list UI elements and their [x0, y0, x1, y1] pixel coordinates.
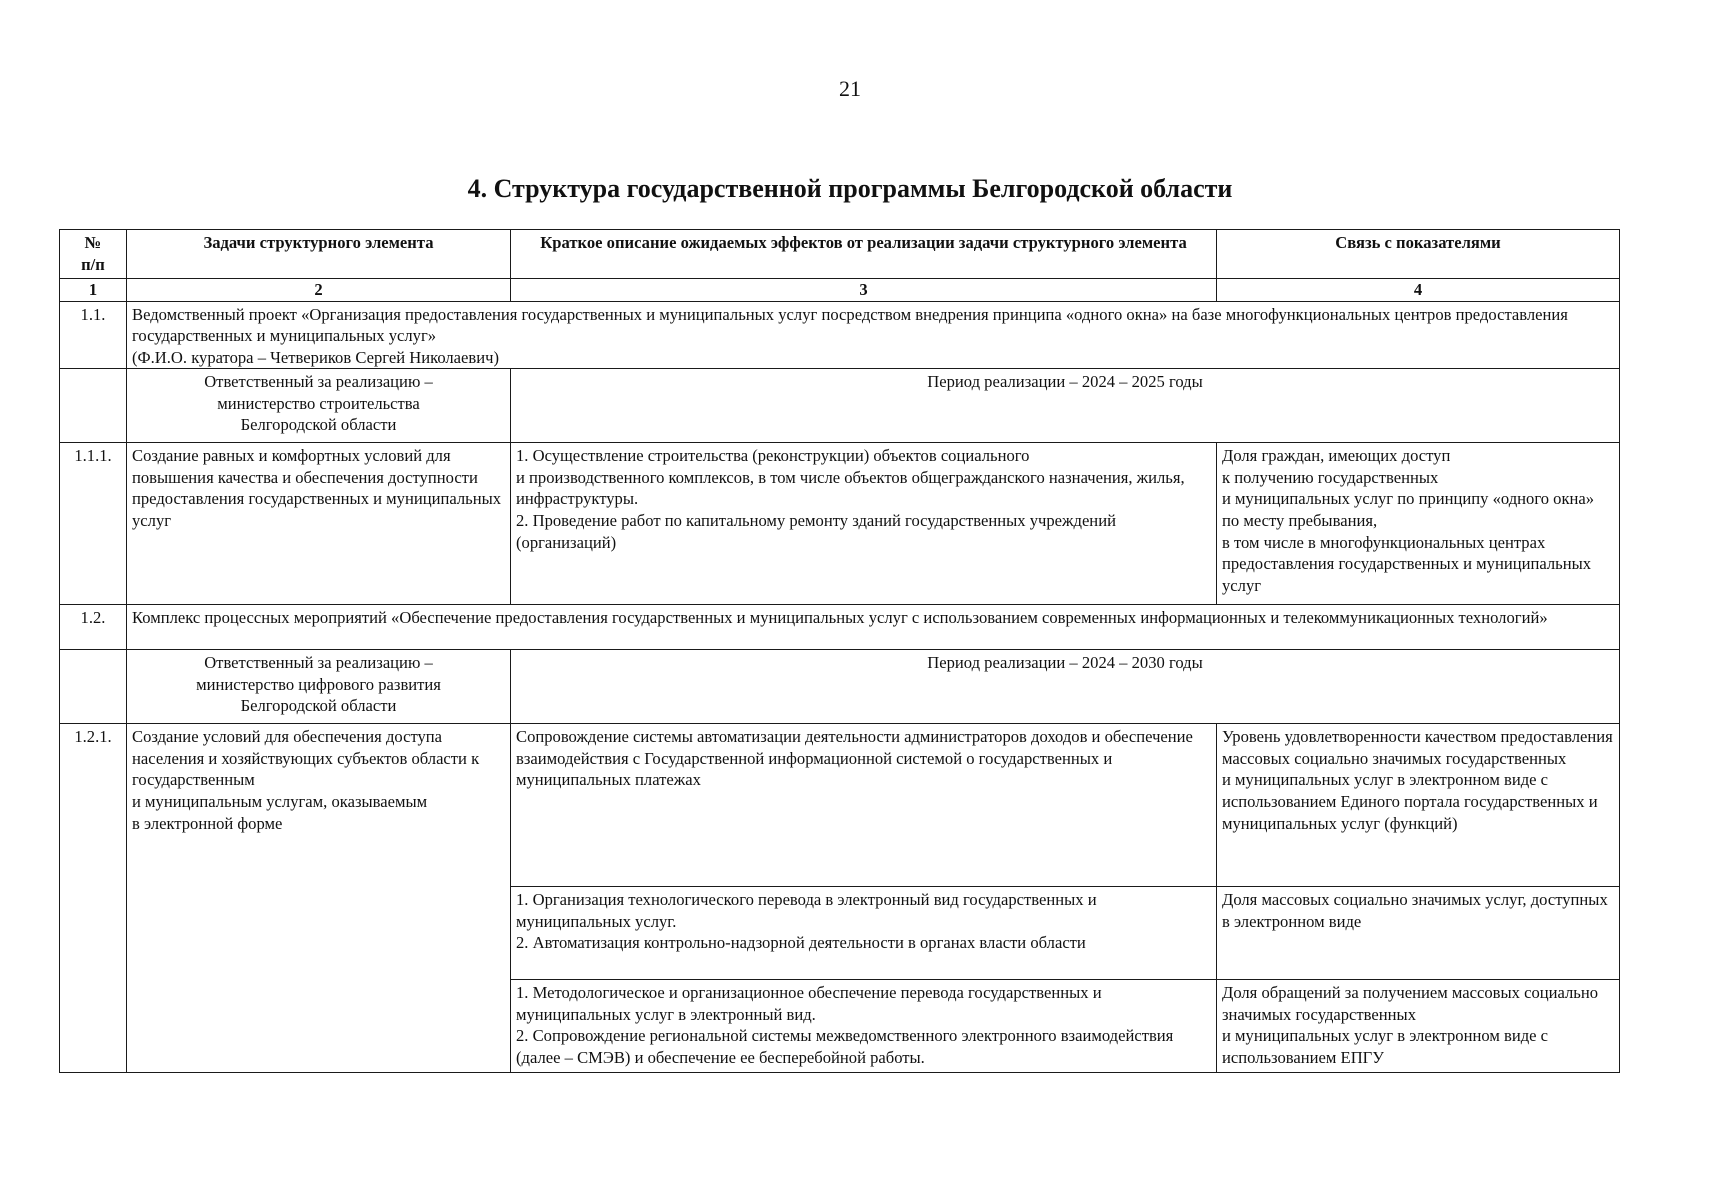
indicator-link: Доля обращений за получением массовых социально значимых государственных и муниципальных услуг в электронном виде с использованием ЕПГУ	[1217, 980, 1620, 1073]
responsible-row	[60, 369, 1620, 443]
section-title: Ведомственный проект «Организация предоставления государственных и муниципальных услуг посредством внедрения принципа «одного окна» на базе многофункциональных центров предоставления государственных и муниципальных услуг» (Ф.И.О. куратора – Четвериков Сергей Николаевич)	[127, 301, 1620, 369]
header-task: Задачи структурного элемента	[127, 230, 511, 279]
column-number: 3	[511, 279, 1217, 302]
effect-description: 1. Методологическое и организационное обеспечение перевода государственных и муниципальных услуг в электронный вид. 2. Сопровождение региональной системы межведомственного электронного взаимодействия (далее – СМЭВ) и обеспечение ее бесперебойной работы.	[511, 980, 1217, 1073]
task-number: 1.2.1.	[60, 724, 127, 1073]
header-number: № п/п	[60, 230, 127, 279]
document-title: 4. Структура государственной программы Белгородской области	[467, 174, 1233, 203]
effect-description: 1. Осуществление строительства (реконструкции) объектов социального и производственного комплексов, в том числе объектов общегражданского назначения, жилья, инфраструктуры. 2. Проведение работ по капитальному ремонту зданий государственных учреждений (организаций)	[511, 443, 1217, 605]
task-text: Создание равных и комфортных условий для повышения качества и обеспечения доступности предоставления государственных и муниципальных услуг	[127, 443, 511, 605]
empty-cell	[60, 650, 127, 724]
task-row	[60, 724, 1620, 887]
section-number: 1.2.	[60, 605, 127, 650]
effect-description: Сопровождение системы автоматизации деятельности администраторов доходов и обеспечение взаимодействия с Государственной информационной системой о государственных и муниципальных платежах	[511, 724, 1217, 887]
implementation-period: Период реализации – 2024 – 2025 годы	[511, 369, 1620, 443]
section-title: Комплекс процессных мероприятий «Обеспечение предоставления государственных и муниципальных услуг с использованием современных информационных и телекоммуникационных технологий»	[127, 605, 1620, 650]
indicator-link: Уровень удовлетворенности качеством предоставления массовых социально значимых государственных и муниципальных услуг в электронном виде с использованием Единого портала государственных и муниципальных услуг (функций)	[1217, 724, 1620, 887]
column-number: 1	[60, 279, 127, 302]
implementation-period: Период реализации – 2024 – 2030 годы	[511, 650, 1620, 724]
structure-table	[59, 229, 1620, 1073]
effect-description: 1. Организация технологического перевода в электронный вид государственных и муниципальных услуг. 2. Автоматизация контрольно-надзорной деятельности в органах власти области	[511, 887, 1217, 980]
column-number: 4	[1217, 279, 1620, 302]
empty-cell	[60, 369, 127, 443]
column-number: 2	[127, 279, 511, 302]
column-number-row	[60, 279, 1620, 302]
header-description: Краткое описание ожидаемых эффектов от реализации задачи структурного элемента	[511, 230, 1217, 279]
section-row	[60, 605, 1620, 650]
indicator-link: Доля граждан, имеющих доступ к получению государственных и муниципальных услуг по принципу «одного окна» по месту пребывания, в том числе в многофункциональных центрах предоставления государственных и муниципальных услуг	[1217, 443, 1620, 605]
table-header-row	[60, 230, 1620, 279]
section-row	[60, 301, 1620, 369]
task-text: Создание условий для обеспечения доступа населения и хозяйствующих субъектов области к государственным и муниципальным услугам, оказываемым в электронной форме	[127, 724, 511, 1073]
header-indicators: Связь с показателями	[1217, 230, 1620, 279]
task-row	[60, 443, 1620, 605]
task-number: 1.1.1.	[60, 443, 127, 605]
page-number: 21	[839, 76, 861, 101]
responsible-executor: Ответственный за реализацию – министерство цифрового развития Белгородской области	[127, 650, 511, 724]
section-number: 1.1.	[60, 301, 127, 369]
indicator-link: Доля массовых социально значимых услуг, доступных в электронном виде	[1217, 887, 1620, 980]
responsible-row	[60, 650, 1620, 724]
responsible-executor: Ответственный за реализацию – министерство строительства Белгородской области	[127, 369, 511, 443]
